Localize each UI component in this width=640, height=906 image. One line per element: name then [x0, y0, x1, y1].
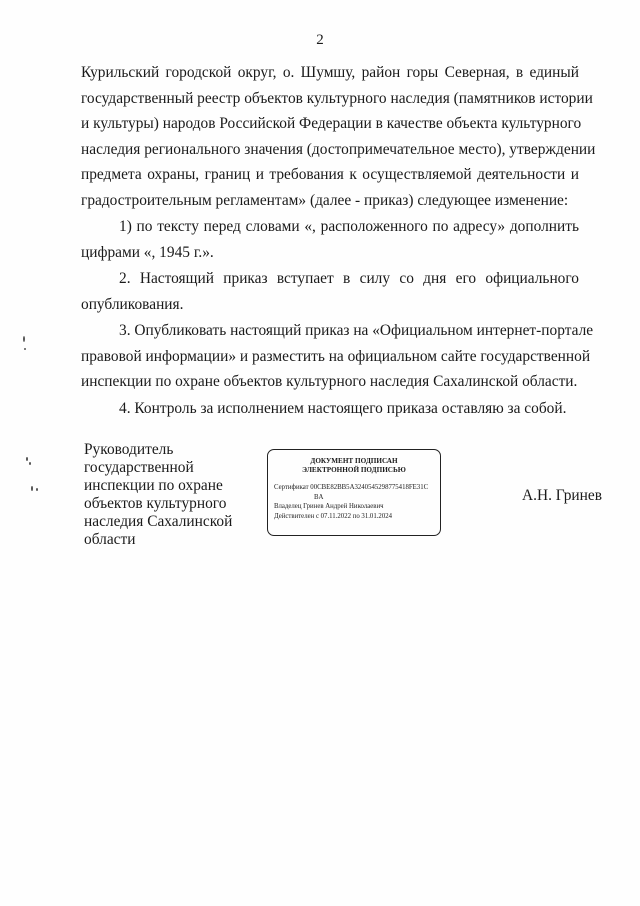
signatory-position	[84, 441, 254, 549]
page-number: 2	[316, 32, 324, 48]
scan-speck	[26, 457, 28, 461]
scan-speck	[24, 348, 26, 350]
stamp-title-line-1: ДОКУМЕНТ ПОДПИСАН	[310, 457, 398, 465]
stamp-owner: Владелец Гринев Андрей Николаевич	[274, 503, 384, 511]
text-line: 1) по тексту перед словами «, расположенного по адресу» дополнить	[119, 218, 579, 235]
position-line: области	[84, 531, 136, 548]
scan-speck	[29, 462, 31, 465]
text-line: инспекции по охране объектов культурного наследия Сахалинской области.	[81, 373, 578, 391]
text-line: 4. Контроль за исполнением настоящего приказа оставляю за собой.	[119, 400, 567, 417]
paragraph-item-3	[81, 318, 594, 395]
text-line: цифрами «, 1945 г.».	[81, 243, 214, 261]
text-line: 3. Опубликовать настоящий приказ на «Официальном интернет-портале	[119, 322, 594, 339]
stamp-title-line-2: ЭЛЕКТРОННОЙ ПОДПИСЬЮ	[302, 466, 406, 474]
text-line: наследия регионального значения (достопримечательное место), утверждении	[81, 140, 596, 158]
stamp-validity: Действителен с 07.11.2022 по 31.01.2024	[274, 512, 393, 520]
position-line: объектов культурного	[84, 495, 227, 512]
text-line: и культуры) народов Российской Федерации в качестве объекта культурного	[81, 115, 582, 133]
scan-speck	[36, 488, 38, 491]
text-line: градостроительным регламентам» (далее - приказ) следующее изменение:	[81, 191, 569, 209]
text-line: государственный реестр объектов культурного наследия (памятников истории	[81, 89, 593, 107]
signer-name: А.Н. Гринев	[522, 487, 602, 504]
position-line: наследия Сахалинской	[84, 513, 233, 530]
stamp-certificate: Сертификат 00CBE82BB5A3240545298775418FE31C	[274, 484, 429, 491]
stamp-certificate-continued: BA	[314, 493, 324, 501]
paragraph-item-4	[81, 396, 579, 422]
text-line: Курильский городской округ, о. Шумшу, район горы Северная, в единый	[81, 64, 579, 81]
text-line: опубликования.	[81, 295, 184, 313]
paragraph-decision	[81, 60, 596, 214]
position-line: государственной	[84, 459, 194, 476]
scan-speck	[23, 336, 25, 342]
text-line: 2. Настоящий приказ вступает в силу со дня его официального	[119, 270, 579, 287]
text-line: предмета охраны, границ и требования к осуществляемой деятельности и	[81, 166, 579, 184]
scan-speck	[31, 486, 33, 491]
paragraph-item-2	[81, 266, 579, 317]
position-line: инспекции по охране	[84, 477, 223, 494]
text-line: правовой информации» и разместить на официальном сайте государственной	[81, 347, 591, 365]
electronic-signature-stamp	[267, 449, 441, 536]
position-line: Руководитель	[84, 441, 174, 458]
paragraph-item-1	[81, 214, 579, 265]
